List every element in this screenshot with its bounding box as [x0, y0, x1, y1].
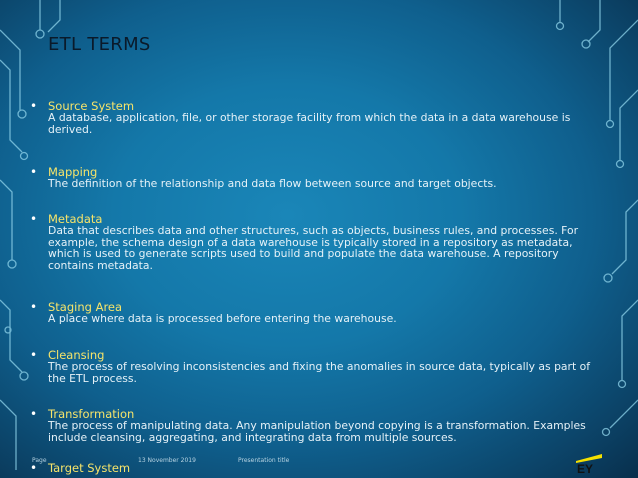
term-label: Source System	[48, 99, 135, 113]
term-definition: The process of manipulating data. Any manipulation beyond copying is a transformation. Examples include cleansing, aggregating, and integrating data from multiple sources.	[48, 419, 586, 444]
bullet: •	[30, 462, 38, 475]
slide-title: ETL TERMS	[48, 34, 151, 55]
bullet: •	[30, 165, 38, 179]
list-item	[30, 213, 605, 301]
list-item	[30, 166, 605, 213]
term-definition: The definition of the relationship and data flow between source and target objects.	[48, 177, 497, 190]
list-item	[30, 301, 605, 349]
footer-date: 13 November 2019	[138, 457, 196, 464]
terms-list	[30, 100, 605, 476]
term-definition: Data that describes data and other structures, such as objects, business rules, and processes. For example, the schema design of a data warehouse is typically stored in a repository as metadata, which is used to generate scripts used to build and populate the data warehouse. A repository contains metadata.	[48, 224, 579, 272]
bullet: •	[30, 300, 38, 314]
footer-page: Page	[32, 457, 47, 464]
bullet: •	[30, 212, 38, 226]
bullet: •	[30, 348, 38, 362]
term-label: Metadata	[48, 212, 103, 226]
term-definition: The process of resolving inconsistencies and fixing the anomalies in source data, typically as part of the ETL process.	[48, 360, 591, 385]
bullet: •	[30, 407, 38, 421]
term-label: Staging Area	[48, 300, 123, 314]
term-label: Target System	[48, 462, 131, 475]
list-item	[30, 462, 605, 476]
footer-presentation-title: Presentation title	[238, 457, 290, 464]
list-item	[30, 408, 605, 462]
term-definition: A place where data is processed before entering the warehouse.	[48, 312, 397, 325]
svg-text:EY: EY	[577, 462, 594, 474]
bullet: •	[30, 99, 38, 113]
term-label: Transformation	[48, 407, 135, 421]
list-item	[30, 100, 605, 166]
term-definition: A database, application, file, or other storage facility from which the data in a data warehouse is derived.	[48, 111, 571, 136]
term-label: Cleansing	[48, 348, 105, 362]
term-label: Mapping	[48, 165, 98, 179]
ey-logo	[574, 452, 604, 474]
list-item	[30, 349, 605, 408]
